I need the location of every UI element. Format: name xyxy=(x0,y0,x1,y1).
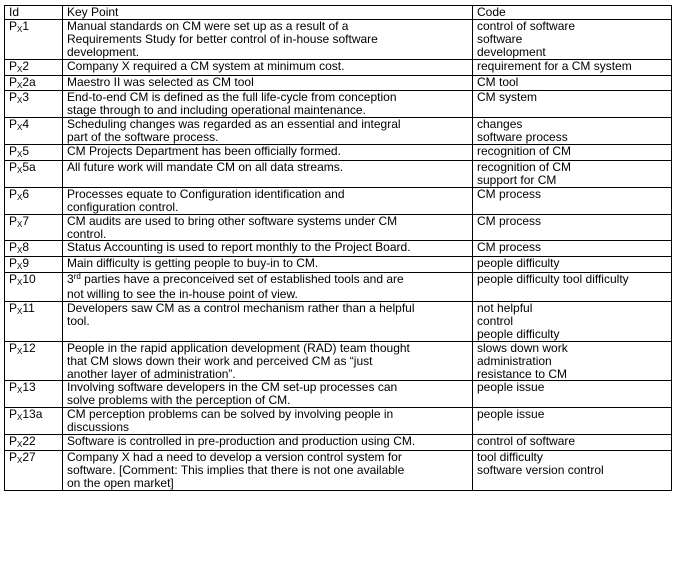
row-id-prefix: P xyxy=(9,160,18,174)
code-line: support for CM xyxy=(477,172,557,187)
ordinal-suffix: rd xyxy=(73,272,81,282)
row-key-point-cell xyxy=(63,451,473,491)
row-id-prefix: P xyxy=(9,240,18,255)
key-point-line: End-to-end CM is defined as the full life-cycle from conception xyxy=(67,90,397,105)
row-id-cell xyxy=(5,214,63,241)
row-key-point-cell xyxy=(63,59,473,75)
row-id-subscript: X xyxy=(17,262,23,272)
code-line: people issue xyxy=(477,380,545,395)
row-id-number: 12 xyxy=(22,341,36,355)
document-page xyxy=(4,5,672,491)
header-id: Id xyxy=(5,6,63,20)
key-point-line: software. [Comment: This implies that there is not one available xyxy=(67,462,405,477)
row-id-subscript: X xyxy=(17,165,23,175)
row-id-cell xyxy=(5,381,63,408)
row-key-point-cell xyxy=(63,341,473,381)
row-id-cell xyxy=(5,435,63,451)
table-row xyxy=(5,302,672,342)
key-point-line: All future work will mandate CM on all data streams. xyxy=(67,160,344,174)
row-key-point-cell xyxy=(63,214,473,241)
key-point-line: another layer of administration”. xyxy=(67,366,236,381)
code-line: tool difficulty xyxy=(477,450,543,464)
table-row xyxy=(5,214,672,241)
row-id-number: 9 xyxy=(22,256,30,271)
row-code-cell xyxy=(473,118,672,145)
code-line: people difficulty xyxy=(477,256,560,271)
row-id-cell xyxy=(5,241,63,257)
row-code-cell xyxy=(473,19,672,59)
row-id-subscript: X xyxy=(17,80,23,90)
code-line: CM process xyxy=(477,214,542,228)
code-line: slows down work xyxy=(477,341,568,355)
row-id-number: 7 xyxy=(22,214,30,228)
table-row xyxy=(5,241,672,257)
row-code-cell xyxy=(473,273,672,302)
row-id-subscript: X xyxy=(17,246,23,256)
code-line: control of software xyxy=(477,434,576,449)
row-key-point-cell xyxy=(63,381,473,408)
key-point-line: Status Accounting is used to report monthly to the Project Board. xyxy=(67,240,411,255)
table-row xyxy=(5,75,672,91)
row-code-cell xyxy=(473,59,672,75)
row-id-number: 5 xyxy=(22,144,30,159)
row-id-subscript: X xyxy=(17,219,23,229)
row-id-prefix: P xyxy=(9,380,18,395)
row-id-cell xyxy=(5,257,63,273)
row-id-number: 1 xyxy=(22,19,30,33)
table-row xyxy=(5,160,672,187)
code-line: control xyxy=(477,313,514,328)
row-id-prefix: P xyxy=(9,75,18,89)
row-id-prefix: P xyxy=(9,256,18,271)
row-id-number: 11 xyxy=(22,301,35,316)
row-code-cell xyxy=(473,75,672,91)
row-id-subscript: X xyxy=(17,192,23,202)
row-id-cell xyxy=(5,187,63,214)
key-point-line: stage through to and including operational maintenance. xyxy=(67,103,366,118)
key-point-line: part of the software process. xyxy=(67,130,219,145)
key-point-line: Scheduling changes was regarded as an essential and integral xyxy=(67,117,401,132)
row-id-cell xyxy=(5,19,63,59)
row-key-point-cell xyxy=(63,91,473,118)
row-code-cell xyxy=(473,341,672,381)
key-point-line: solve problems with the perception of CM. xyxy=(67,393,291,408)
row-id-prefix: P xyxy=(9,19,18,33)
row-id-number: 5a xyxy=(22,160,36,174)
key-point-line: on the open market] xyxy=(67,475,174,490)
table-row xyxy=(5,59,672,75)
table-row xyxy=(5,435,672,451)
row-code-cell xyxy=(473,257,672,273)
code-line: people difficulty xyxy=(477,326,560,341)
row-id-subscript: X xyxy=(17,24,23,34)
row-id-cell xyxy=(5,408,63,435)
key-point-line: tool. xyxy=(67,313,90,328)
row-id-prefix: P xyxy=(9,90,18,105)
header-key-point: Key Point xyxy=(63,6,473,20)
key-point-line: not willing to see the in-house point of view. xyxy=(67,287,298,302)
code-line: CM tool xyxy=(477,75,519,89)
table-body xyxy=(5,19,672,490)
key-point-line: Involving software developers in the CM set-up processes can xyxy=(67,380,398,395)
row-code-cell xyxy=(473,302,672,342)
ordinal-number: 3 xyxy=(67,272,74,287)
code-line: resistance to CM xyxy=(477,366,568,381)
row-key-point-cell xyxy=(63,118,473,145)
row-id-subscript: X xyxy=(17,307,23,317)
row-id-cell xyxy=(5,75,63,91)
row-code-cell xyxy=(473,91,672,118)
table-row xyxy=(5,408,672,435)
row-id-cell xyxy=(5,302,63,342)
table-row xyxy=(5,273,672,302)
table-row xyxy=(5,341,672,381)
code-line: software version control xyxy=(477,462,604,477)
row-key-point-cell xyxy=(63,187,473,214)
code-line: recognition of CM xyxy=(477,160,572,174)
row-id-cell xyxy=(5,91,63,118)
key-point-line: Developers saw CM as a control mechanism rather than a helpful xyxy=(67,301,415,316)
header-row xyxy=(5,6,672,20)
key-point-line: Company X required a CM system at minimum cost. xyxy=(67,59,345,73)
row-id-number: 3 xyxy=(22,90,30,105)
row-key-point-cell xyxy=(63,435,473,451)
row-id-subscript: X xyxy=(17,150,23,160)
key-point-line: Company X had a need to develop a version control system for xyxy=(67,450,402,464)
table-row xyxy=(5,91,672,118)
key-point-line: discussions xyxy=(67,420,130,435)
table-row xyxy=(5,257,672,273)
code-line: requirement for a CM system xyxy=(477,59,632,73)
code-line: control of software xyxy=(477,19,576,33)
row-id-prefix: P xyxy=(9,272,18,287)
key-point-line: Requirements Study for better control of in-house software xyxy=(67,31,378,46)
key-point-line: control. xyxy=(67,226,107,241)
row-key-point-cell xyxy=(63,302,473,342)
row-id-cell xyxy=(5,118,63,145)
row-code-cell xyxy=(473,381,672,408)
key-point-line: Maestro II was selected as CM tool xyxy=(67,75,254,89)
row-key-point-cell xyxy=(63,241,473,257)
row-key-point-cell xyxy=(63,273,473,302)
code-line: CM process xyxy=(477,187,542,201)
key-point-line: CM Projects Department has been officially formed. xyxy=(67,144,341,159)
row-id-number: 4 xyxy=(22,117,30,132)
row-id-subscript: X xyxy=(17,96,23,106)
key-point-line: that CM slows down their work and perceived CM as “just xyxy=(67,353,373,368)
code-line: administration xyxy=(477,353,552,368)
row-id-prefix: P xyxy=(9,450,18,464)
row-id-cell xyxy=(5,59,63,75)
header-code: Code xyxy=(473,6,672,20)
table-row xyxy=(5,19,672,59)
row-key-point-cell xyxy=(63,19,473,59)
row-code-cell xyxy=(473,241,672,257)
row-id-subscript: X xyxy=(17,456,23,465)
row-id-subscript: X xyxy=(17,346,23,356)
code-line: people issue xyxy=(477,407,545,422)
row-code-cell xyxy=(473,435,672,451)
table-row xyxy=(5,451,672,491)
table-row xyxy=(5,187,672,214)
row-id-subscript: X xyxy=(17,123,23,133)
code-line: CM system xyxy=(477,90,537,105)
row-id-number: 2a xyxy=(22,75,36,89)
row-id-cell xyxy=(5,451,63,491)
code-line: changes xyxy=(477,117,523,132)
row-id-prefix: P xyxy=(9,214,18,228)
row-id-subscript: X xyxy=(17,386,23,396)
row-id-number: 22 xyxy=(22,434,36,449)
row-id-subscript: X xyxy=(17,413,23,423)
row-id-prefix: P xyxy=(9,341,18,355)
row-id-cell xyxy=(5,160,63,187)
row-id-cell xyxy=(5,273,63,302)
row-code-cell xyxy=(473,451,672,491)
row-code-cell xyxy=(473,214,672,241)
row-id-number: 6 xyxy=(22,187,30,201)
key-point-line: configuration control. xyxy=(67,199,179,214)
row-id-prefix: P xyxy=(9,117,18,132)
key-point-line xyxy=(67,273,468,288)
key-point-line: CM audits are used to bring other software systems under CM xyxy=(67,214,398,228)
key-point-line: development. xyxy=(67,44,140,59)
table-row xyxy=(5,145,672,161)
code-line: software process xyxy=(477,130,568,145)
key-point-line: People in the rapid application development (RAD) team thought xyxy=(67,341,410,355)
row-id-number: 13 xyxy=(22,380,36,395)
row-id-subscript: X xyxy=(17,440,23,450)
row-id-prefix: P xyxy=(9,144,18,159)
code-line: people difficulty tool difficulty xyxy=(477,272,629,287)
row-code-cell xyxy=(473,408,672,435)
table-row xyxy=(5,381,672,408)
row-code-cell xyxy=(473,187,672,214)
row-id-number: 13a xyxy=(22,407,43,422)
row-id-number: 2 xyxy=(22,59,30,73)
key-point-text: parties have a preconceived set of established tools and are xyxy=(80,272,404,287)
row-id-prefix: P xyxy=(9,59,18,73)
row-id-prefix: P xyxy=(9,301,18,316)
row-id-prefix: P xyxy=(9,407,18,422)
row-key-point-cell xyxy=(63,145,473,161)
row-key-point-cell xyxy=(63,408,473,435)
table-row xyxy=(5,118,672,145)
row-id-subscript: X xyxy=(17,64,23,74)
row-id-cell xyxy=(5,145,63,161)
row-id-cell xyxy=(5,341,63,381)
row-id-prefix: P xyxy=(9,434,18,449)
code-line: not helpful xyxy=(477,301,533,316)
row-key-point-cell xyxy=(63,257,473,273)
key-point-line: Main difficulty is getting people to buy-in to CM. xyxy=(67,256,319,271)
row-id-number: 8 xyxy=(22,240,30,255)
key-points-table xyxy=(4,5,672,491)
key-point-line: Manual standards on CM were set up as a result of a xyxy=(67,19,349,33)
row-id-number: 10 xyxy=(22,272,36,287)
code-line: software xyxy=(477,31,523,46)
row-id-number: 27 xyxy=(22,450,36,464)
key-point-line: Software is controlled in pre-production and production using CM. xyxy=(67,434,416,449)
row-key-point-cell xyxy=(63,160,473,187)
row-id-prefix: P xyxy=(9,187,18,201)
row-code-cell xyxy=(473,145,672,161)
code-line: recognition of CM xyxy=(477,144,572,159)
key-point-line: Processes equate to Configuration identification and xyxy=(67,187,345,201)
code-line: development xyxy=(477,44,546,59)
row-id-subscript: X xyxy=(17,278,23,288)
code-line: CM process xyxy=(477,240,542,255)
row-code-cell xyxy=(473,160,672,187)
row-key-point-cell xyxy=(63,75,473,91)
key-point-line: CM perception problems can be solved by involving people in xyxy=(67,407,394,422)
